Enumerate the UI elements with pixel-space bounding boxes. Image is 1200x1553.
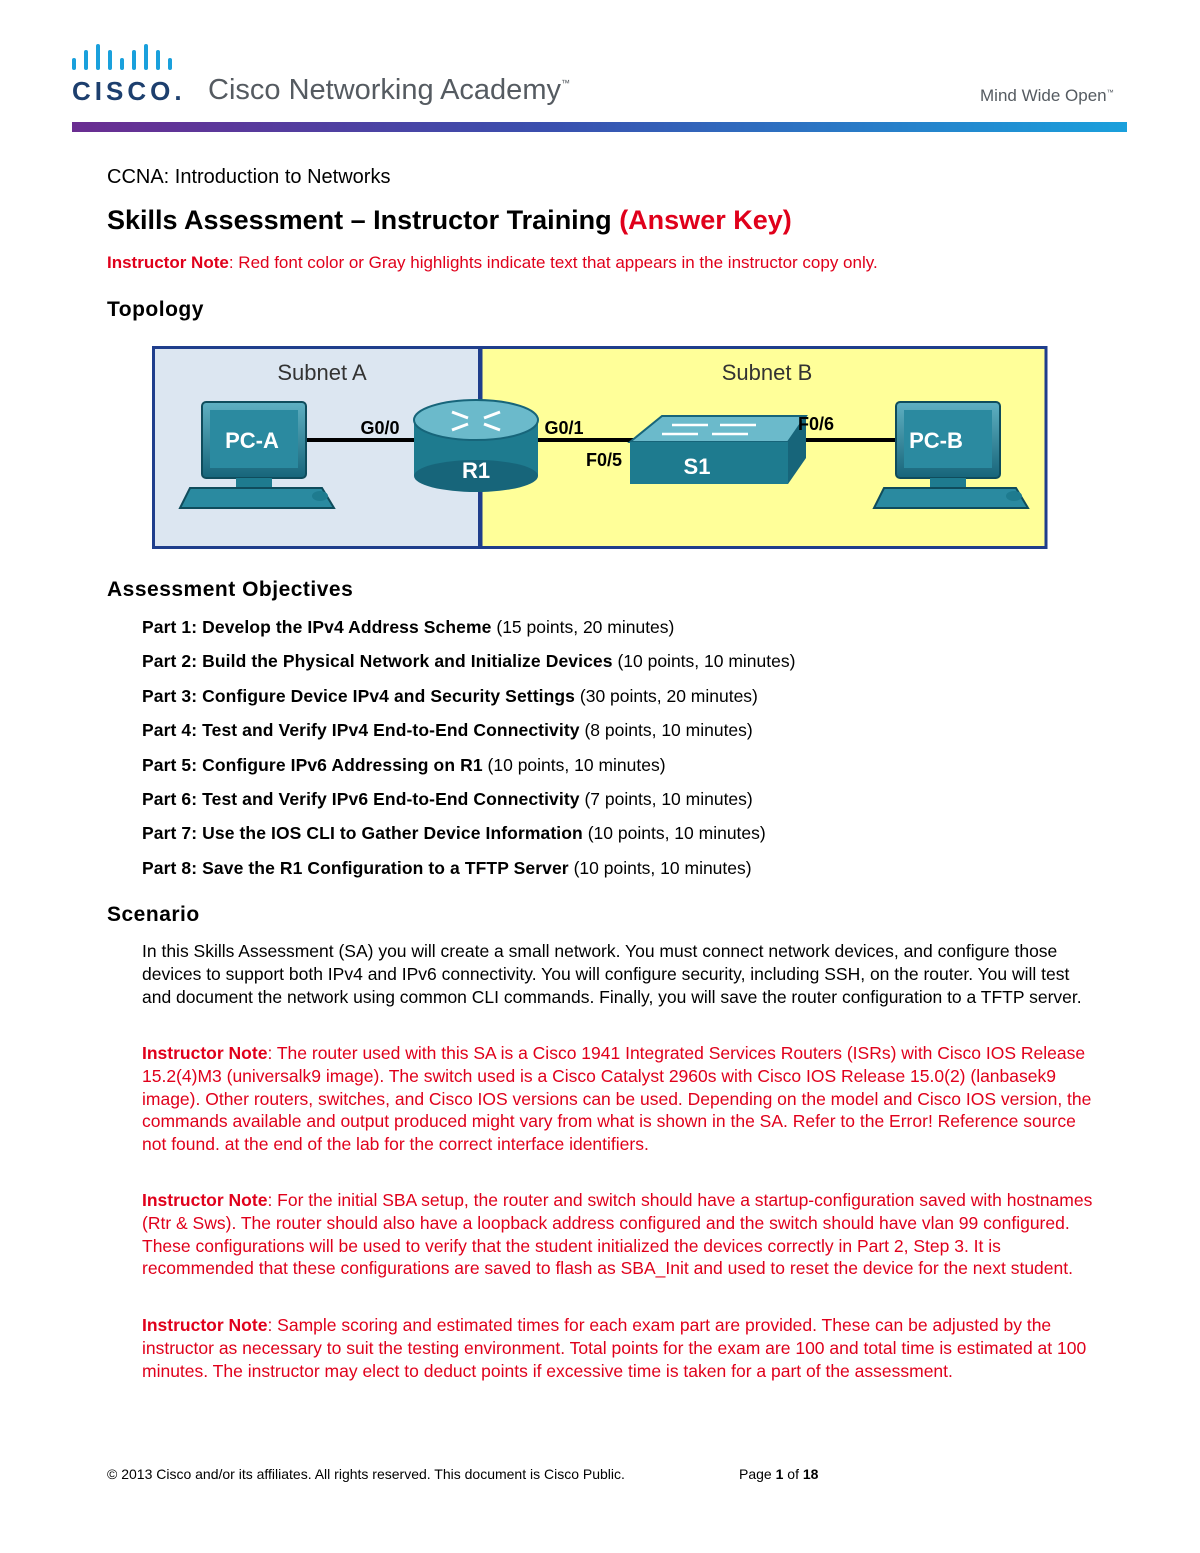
topology-heading: Topology (107, 298, 204, 321)
cisco-bridge-logo-icon (72, 44, 182, 76)
objectives-list (142, 617, 795, 892)
scenario-heading: Scenario (107, 903, 200, 926)
header-gradient-bar (72, 122, 1127, 132)
scenario-body: In this Skills Assessment (SA) you will create a small network. You must connect network devices, and configure those devices to support both IPv4 and IPv6 connectivity. You will configure security, including SSH, on the router. You will test and document the network using common CLI commands. Finally, you will save the router configuration to a TFTP server. (142, 941, 1082, 1007)
objective-item: Part 4: Test and Verify IPv4 End-to-End Connectivity (8 points, 10 minutes) (142, 720, 753, 741)
pc-b-label: PC-B (909, 428, 963, 453)
instructor-note-2: Instructor Note: For the initial SBA setup, the router and switch should have a startup-configuration saved with hostnames (Rtr & Sws). The router should also have a loopback address configured and the switch should have vlan 99 configured. These configurations will be used to verify that the student initialized the devices correctly in Part 2, Step 3. It is recommended that these configurations are saved to flash as SBA_Init and used to reset the device for the next student. (142, 1190, 1093, 1279)
objective-item: Part 6: Test and Verify IPv6 End-to-End Connectivity (7 points, 10 minutes) (142, 788, 753, 809)
if-r1-g00: G0/0 (360, 418, 400, 438)
pc-a-label: PC-A (225, 428, 279, 453)
tagline: Mind Wide Open™ (980, 86, 1114, 105)
objective-item: Part 3: Configure Device IPv4 and Security Settings (30 points, 20 minutes) (142, 685, 758, 706)
page-title: Skills Assessment – Instructor Training (Answer Key) (107, 205, 792, 235)
subnet-a-label: Subnet A (277, 360, 367, 385)
academy-name: Cisco Networking Academy™ (208, 74, 570, 106)
instructor-note-1: Instructor Note: The router used with this SA is a Cisco 1941 Integrated Services Routers (ISRs) with Cisco IOS Release 15.2(4)M3 (universalk9 image). The switch used is a Cisco Catalyst 2960s with Cisco IOS Release 15.0(2) (lanbasek9 image). Other routers, switches, and Cisco IOS versions can be used. Depending on the model and Cisco IOS version, the commands available and output produced might vary from what is shown in the SA. Refer to the Error! Reference source not found. at the end of the lab for the correct interface identifiers. (142, 1043, 1092, 1155)
instructor-note-3: Instructor Note: Sample scoring and estimated times for each exam part are provided. These can be adjusted by the instructor as necessary to suit the testing environment. Total points for the exam are 100 and total time is estimated at 100 minutes. The instructor may elect to deduct points if excessive time is taken for a part of the assessment. (142, 1315, 1087, 1381)
if-s1-f06: F0/6 (797, 414, 835, 434)
objectives-heading: Assessment Objectives (107, 578, 354, 601)
footer-page-number: Page 1 of 18 (739, 1466, 819, 1482)
switch-s1-label: S1 (683, 454, 711, 479)
objective-item: Part 7: Use the IOS CLI to Gather Device Information (10 points, 10 minutes) (142, 823, 766, 844)
objective-item: Part 1: Develop the IPv4 Address Scheme (15 points, 20 minutes) (142, 617, 675, 637)
if-s1-f05: F0/5 (585, 450, 623, 470)
subnet-b-label: Subnet B (721, 360, 813, 385)
router-r1-label: R1 (461, 458, 491, 483)
footer-copyright: © 2013 Cisco and/or its affiliates. All rights reserved. This document is Cisco Public. (107, 1466, 625, 1482)
topology-diagram (152, 346, 1048, 550)
page-header (0, 0, 1200, 140)
objective-item: Part 8: Save the R1 Configuration to a TFTP Server (10 points, 10 minutes) (142, 857, 752, 878)
objective-item: Part 5: Configure IPv6 Addressing on R1 (10 points, 10 minutes) (142, 754, 666, 775)
objective-item: Part 2: Build the Physical Network and Initialize Devices (10 points, 10 minutes) (142, 651, 796, 672)
if-r1-g01: G0/1 (544, 418, 584, 438)
instructor-note-top: Instructor Note: Red font color or Gray highlights indicate text that appears in the instructor copy only. (107, 253, 878, 272)
course-name: CCNA: Introduction to Networks (107, 166, 391, 188)
cisco-logo-word: CISCO. (72, 76, 186, 106)
switch-s1-icon (630, 416, 806, 484)
